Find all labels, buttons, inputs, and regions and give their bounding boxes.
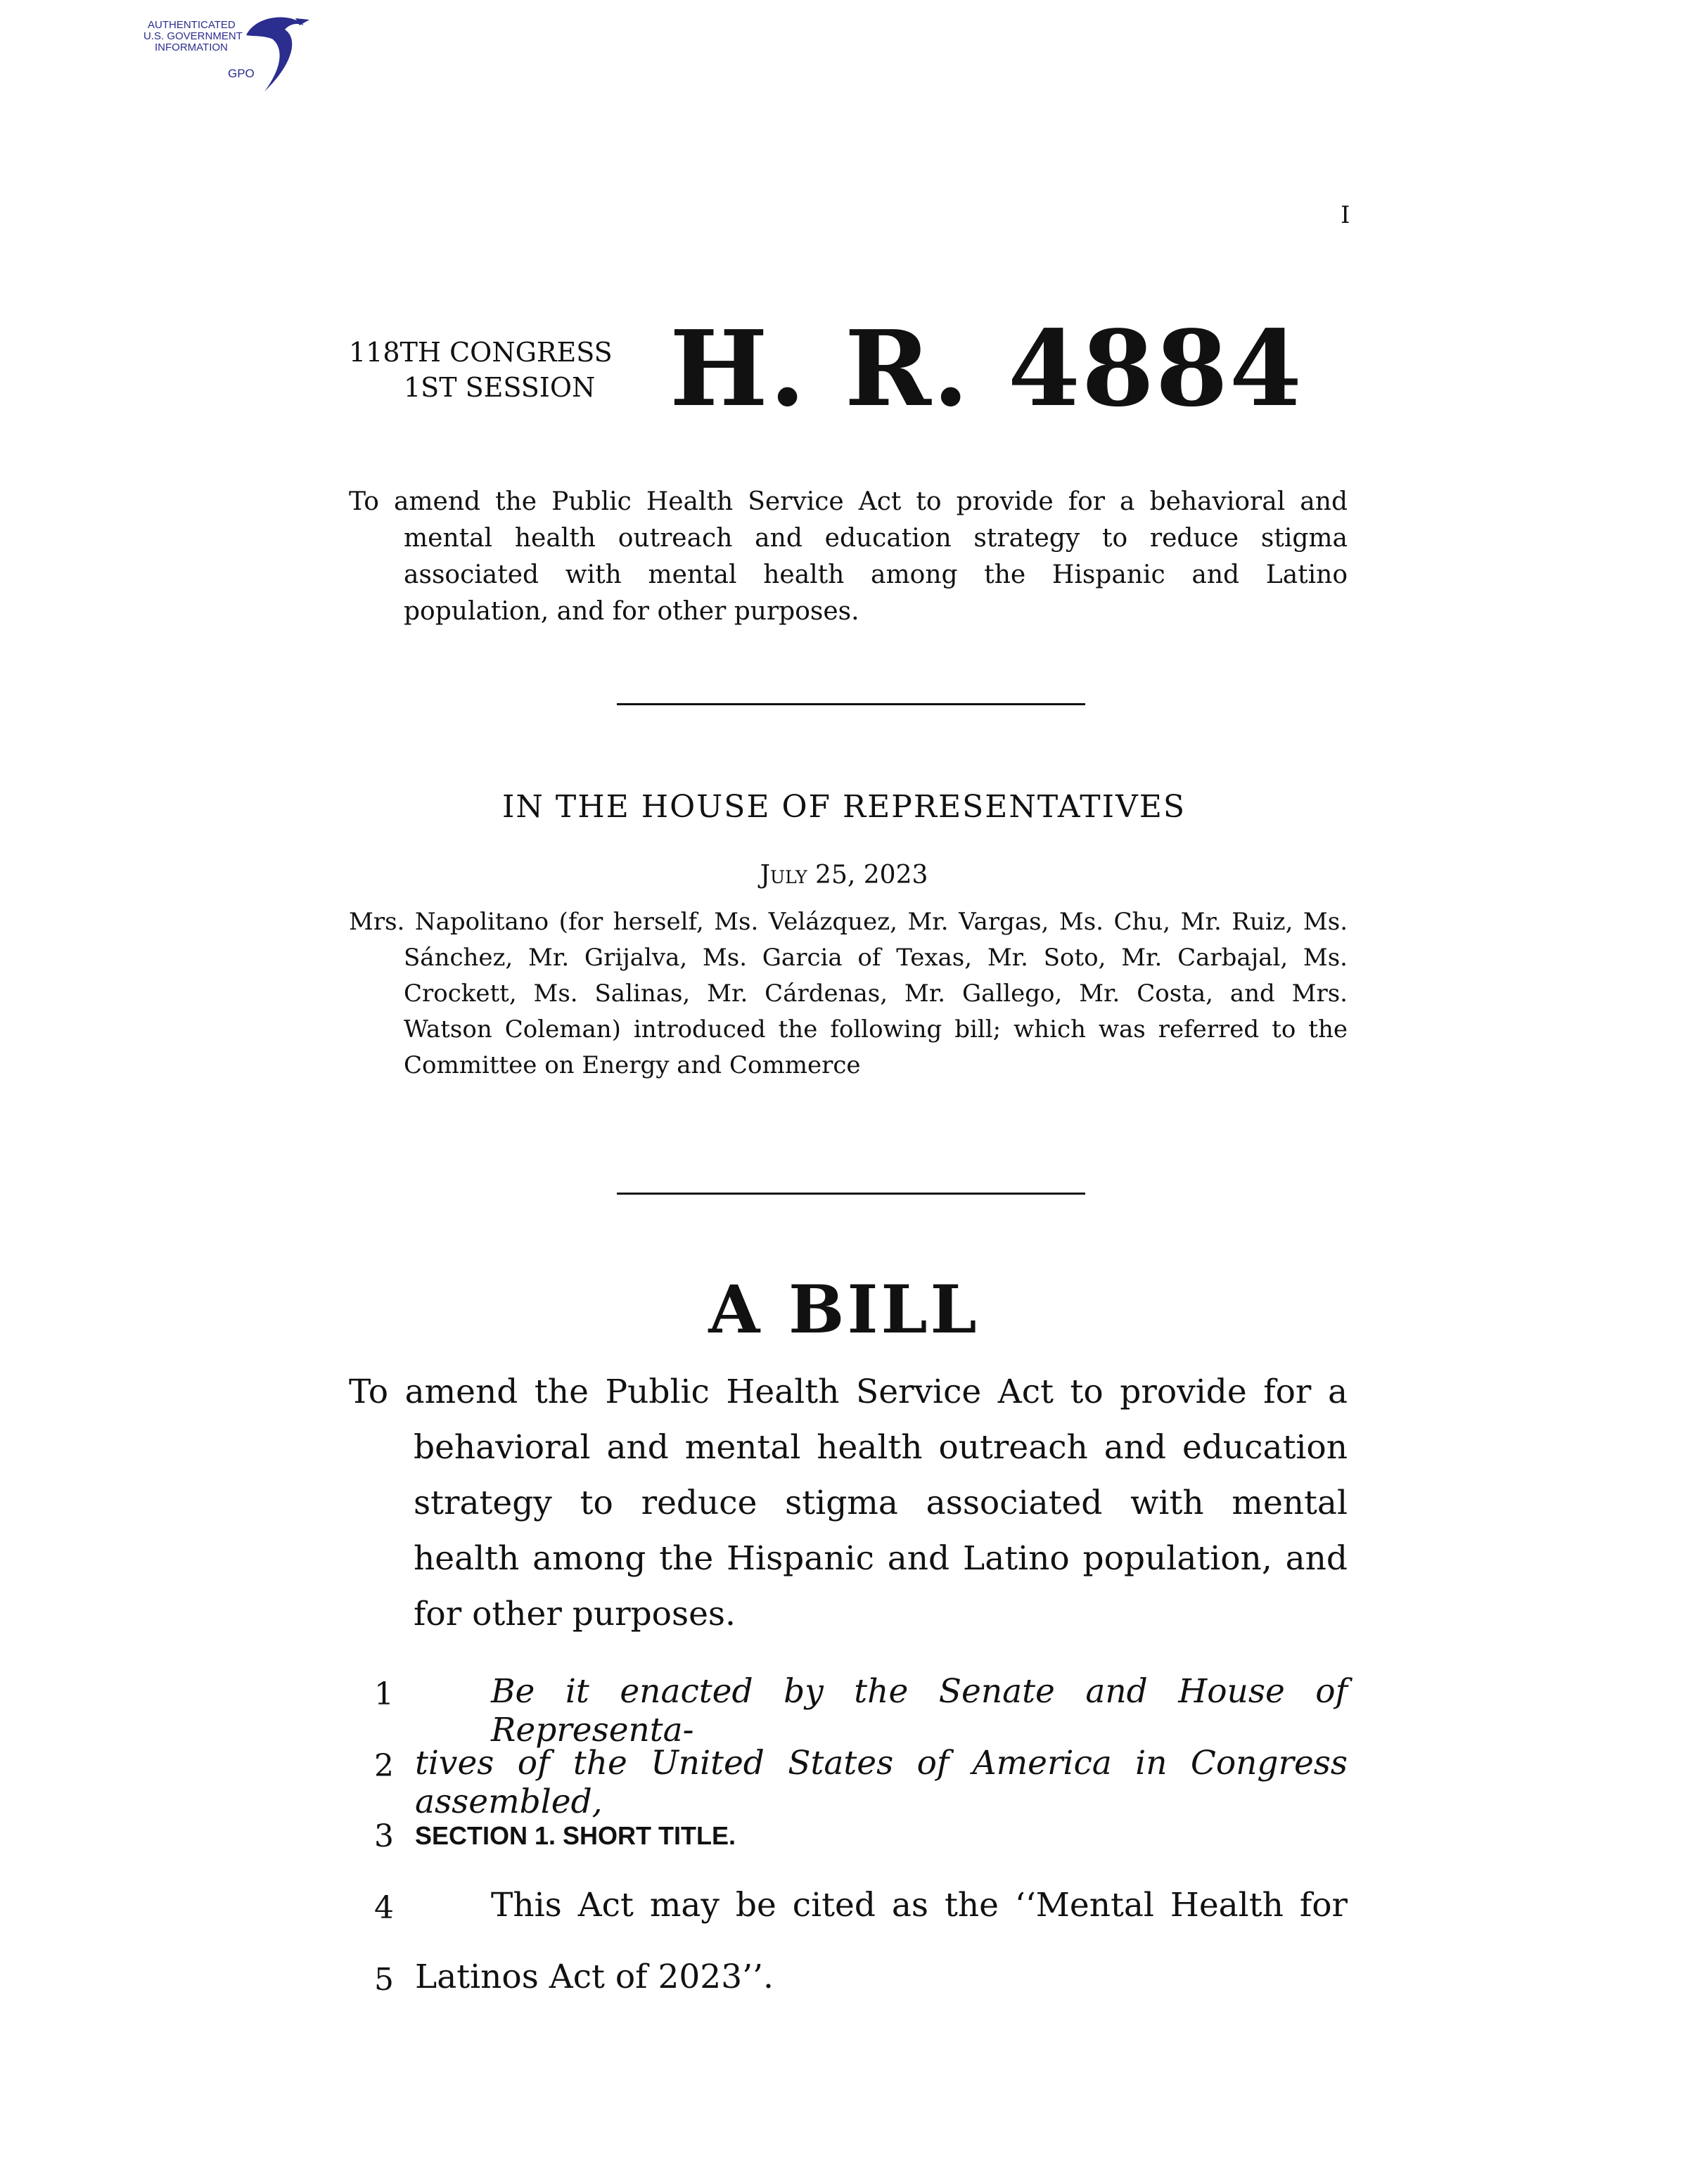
divider-rule: [617, 1193, 1085, 1195]
gpo-authentication-logo: [141, 7, 324, 98]
line-number: 1: [374, 1676, 394, 1712]
line-number: 3: [374, 1818, 394, 1854]
bill-purpose: To amend the Public Health Service Act to provide for a behavioral and mental health outreach and education strategy to reduce stigma associated with mental health among the Hispanic and Latino population, and for other purposes.: [349, 1373, 1348, 1633]
session-number: 1ST SESSION: [404, 372, 596, 403]
line-number: 5: [374, 1962, 394, 1998]
divider-rule: [617, 703, 1085, 705]
congress-session-block: [349, 335, 613, 405]
sponsors-paragraph: Mrs. Napolitano (for herself, Ms. Velázquez, Mr. Vargas, Ms. Chu, Mr. Ruiz, Ms. Sánchez, Mr. Grijalva, Ms. Garcia of Texas, Mr. Soto, Mr. Carbajal, Ms. Crockett, Ms. Salinas, Mr. Cárdenas, Mr. Gallego, Mr. Costa, and Mrs. Watson Coleman) introduced the following bill; which was referred to the Committee on Energy and Commerce: [349, 908, 1348, 1079]
bill-summary: To amend the Public Health Service Act to provide for a behavioral and mental health outreach and education strategy to reduce stigma associated with mental health among the Hispanic and Latino population, and for other purposes.: [349, 487, 1348, 626]
introduction-date: July 25, 2023: [760, 861, 928, 889]
logo-line-1: AUTHENTICATED: [148, 19, 236, 31]
line-number: 2: [374, 1748, 394, 1784]
eagle-icon: [141, 7, 324, 98]
enacting-clause-line: tives of the United States of America in Congress assembled,: [415, 1744, 1348, 1821]
logo-gpo-mark: GPO: [228, 67, 255, 80]
short-title-line: Latinos Act of 2023’’.: [415, 1958, 774, 1996]
chamber-heading: IN THE HOUSE OF REPRESENTATIVES: [502, 789, 1186, 825]
short-title-line: This Act may be cited as the ‘‘Mental Health for: [491, 1886, 1348, 1925]
congress-number: 118TH CONGRESS: [349, 337, 613, 368]
a-bill-heading: A BILL: [708, 1271, 980, 1349]
logo-line-3: INFORMATION: [155, 41, 228, 53]
page-mark: I: [1341, 201, 1350, 229]
enacting-clause-line: Be it enacted by the Senate and House of Representa-: [491, 1672, 1348, 1749]
line-number: 4: [374, 1890, 394, 1926]
bill-number: H. R. 4884: [670, 307, 1303, 430]
section-heading: SECTION 1. SHORT TITLE.: [415, 1821, 736, 1850]
logo-line-2: U.S. GOVERNMENT: [143, 30, 243, 42]
